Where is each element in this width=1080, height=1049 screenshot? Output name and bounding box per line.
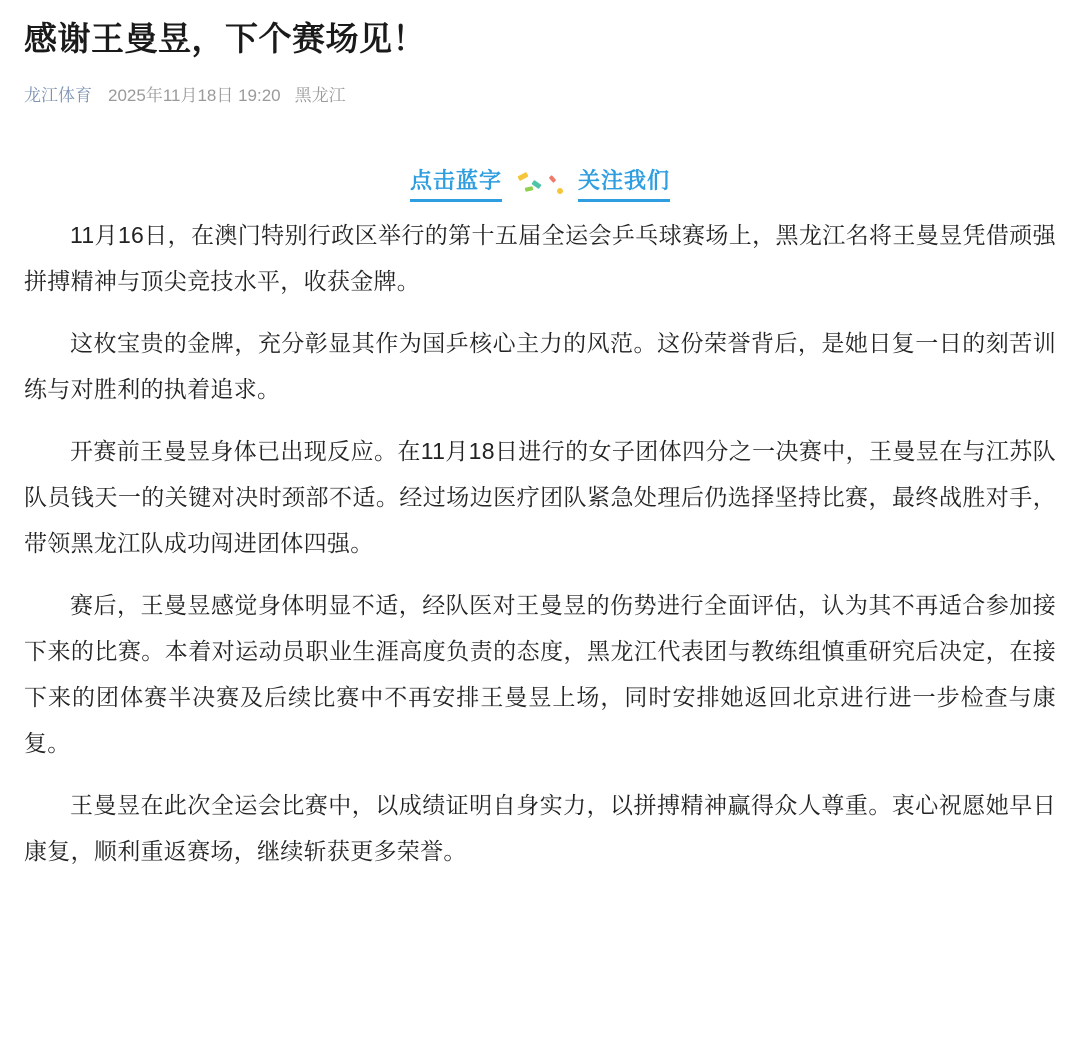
- click-blue-text-label[interactable]: 点击蓝字: [410, 164, 502, 202]
- article-paragraph: 11月16日，在澳门特别行政区举行的第十五届全运会乒乓球赛场上，黑龙江名将王曼昱凭借顽强拼搏精神与顶尖竞技水平，收获金牌。: [24, 221, 1056, 294]
- article-body: [24, 212, 1056, 874]
- article-paragraph: 这枚宝贵的金牌，充分彰显其作为国乒核心主力的风范。这份荣誉背后，是她日复一日的刻苦训练与对胜利的执着追求。: [24, 329, 1056, 402]
- article-meta: [24, 87, 1056, 104]
- meta-region: 黑龙江: [294, 85, 346, 105]
- confetti-icon: [512, 168, 568, 198]
- meta-timestamp: 2025年11月18日 19:20: [108, 85, 281, 105]
- page-title: 感谢王曼昱，下个赛场见！: [24, 20, 426, 57]
- meta-source[interactable]: 龙江体育: [24, 85, 92, 105]
- follow-banner[interactable]: [24, 164, 1056, 202]
- follow-us-label[interactable]: 关注我们: [578, 164, 670, 202]
- article-paragraph: 赛后，王曼昱感觉身体明显不适，经队医对王曼昱的伤势进行全面评估，认为其不再适合参加接下来的比赛。本着对运动员职业生涯高度负责的态度，黑龙江代表团与教练组慎重研究后决定，在接下来的团体赛半决赛及后续比赛中不再安排王曼昱上场，同时安排她返回北京进行进一步检查与康复。: [24, 591, 1056, 756]
- article-container: [0, 18, 1080, 874]
- article-paragraph: 王曼昱在此次全运会比赛中，以成绩证明自身实力，以拼搏精神赢得众人尊重。衷心祝愿她早日康复，顺利重返赛场，继续斩获更多荣誉。: [24, 791, 1056, 864]
- article-paragraph: 开赛前王曼昱身体已出现反应。在11月18日进行的女子团体四分之一决赛中，王曼昱在与江苏队队员钱天一的关键对决时颈部不适。经过场边医疗团队紧急处理后仍选择坚持比赛，最终战胜对手，带领黑龙江队成功闯进团体四强。: [24, 437, 1056, 556]
